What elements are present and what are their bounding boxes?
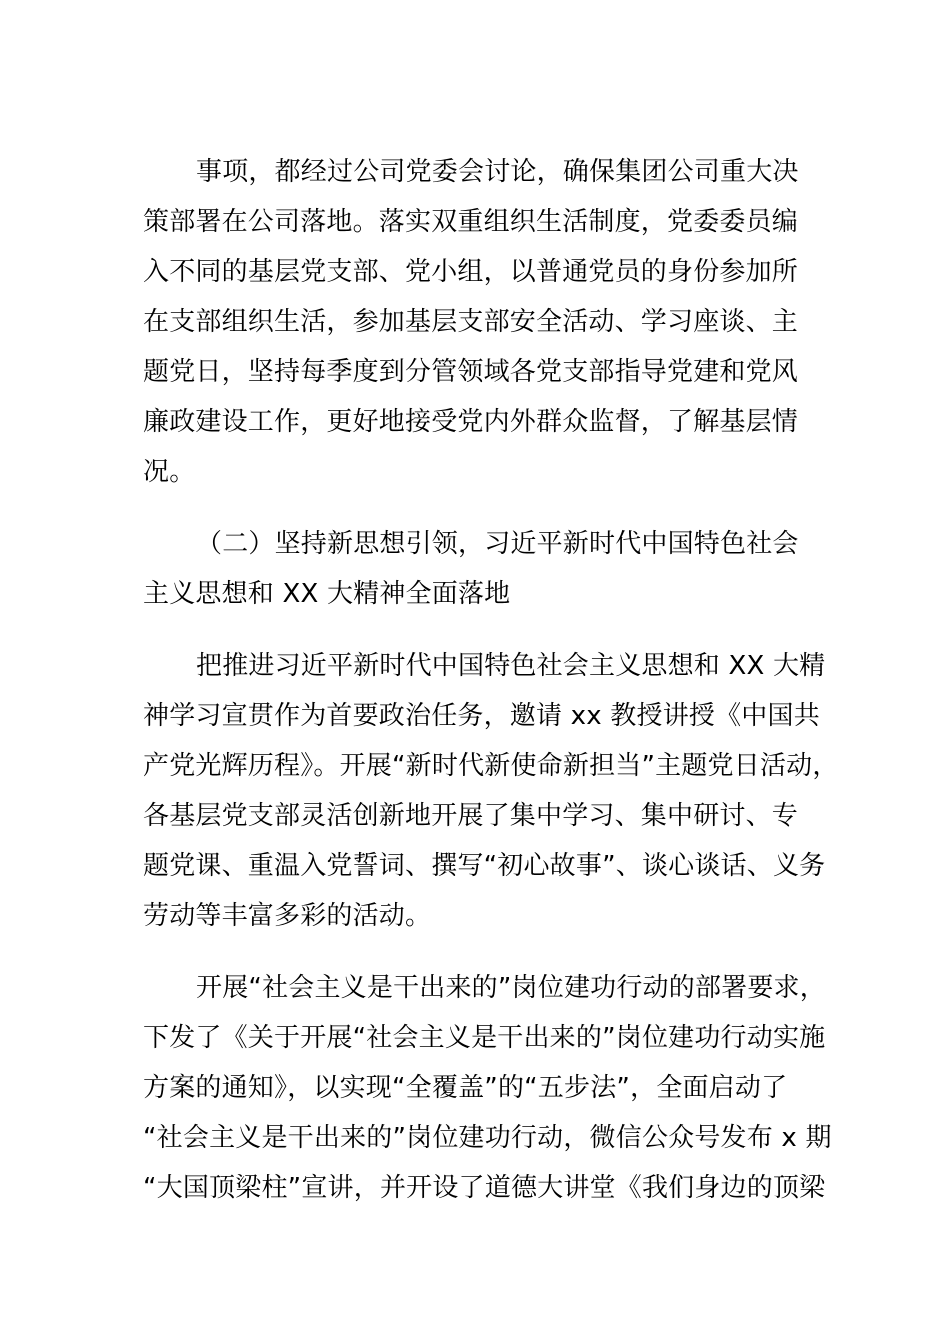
paragraph-3-line-5: “大国顶梁柱”宣讲，并开设了道德大讲堂《我们身边的顶梁 [143,1173,826,1203]
paragraph-1-line-2: 策部署在公司落地。落实双重组织生活制度，党委委员编 [143,207,799,237]
paragraph-1-line-5: 题党日，坚持每季度到分管领域各党支部指导党建和党风 [143,357,799,387]
paragraph-1-line-7: 况。 [143,457,196,487]
paragraph-3-line-4: “社会主义是干出来的”岗位建功行动，微信公众号发布 x 期 [143,1123,832,1153]
section-heading-line-2: 主义思想和 XX 大精神全面落地 [143,579,511,609]
paragraph-2-line-3: 产党光辉历程》。开展“新时代新使命新担当”主题党日活动， [143,751,839,781]
paragraph-1-line-6: 廉政建设工作，更好地接受党内外群众监督，了解基层情 [143,407,799,437]
paragraph-3-line-2: 下发了《关于开展“社会主义是干出来的”岗位建功行动实施 [143,1023,826,1053]
paragraph-1-line-4: 在支部组织生活，参加基层支部安全活动、学习座谈、主 [143,307,799,337]
section-heading-line-1: （二）坚持新思想引领，习近平新时代中国特色社会 [196,529,799,559]
paragraph-1-line-1: 事项，都经过公司党委会讨论，确保集团公司重大决 [196,157,799,187]
paragraph-2-line-5: 题党课、重温入党誓词、撰写“初心故事”、谈心谈话、义务 [143,851,826,881]
paragraph-3-line-3: 方案的通知》，以实现“全覆盖”的“五步法”，全面启动了 [143,1073,788,1103]
paragraph-2-line-6: 劳动等丰富多彩的活动。 [143,901,432,931]
paragraph-1-line-3: 入不同的基层党支部、党小组，以普通党员的身份参加所 [143,257,799,287]
paragraph-3-line-1: 开展“社会主义是干出来的”岗位建功行动的部署要求， [196,973,826,1003]
paragraph-2-line-1: 把推进习近平新时代中国特色社会主义思想和 XX 大精 [196,651,826,681]
paragraph-2-line-4: 各基层党支部灵活创新地开展了集中学习、集中研讨、专 [143,801,799,831]
paragraph-2-line-2: 神学习宣贯作为首要政治任务，邀请 xx 教授讲授《中国共 [143,701,820,731]
